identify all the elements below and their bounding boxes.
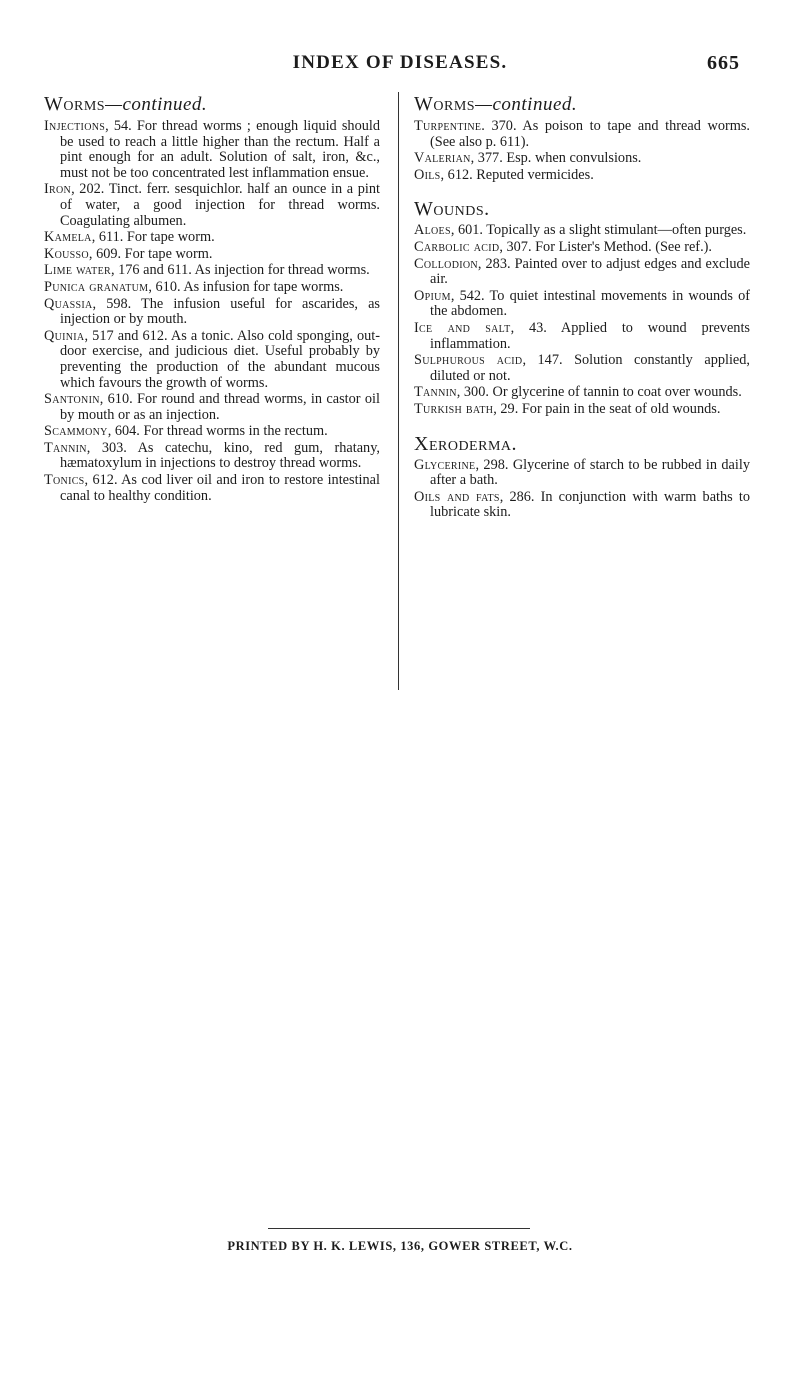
page-header xyxy=(0,52,800,82)
entry-term: Tonics xyxy=(44,472,85,489)
entry-term: Scammony xyxy=(44,423,108,440)
index-entry xyxy=(414,385,750,401)
left-column xyxy=(44,92,380,505)
index-entry xyxy=(44,424,380,440)
entry-text: . 370. As poison to tape and thread worms. (See also p. 611). xyxy=(430,118,750,150)
index-entry xyxy=(414,458,750,489)
section-name: Wounds. xyxy=(414,198,490,221)
index-entry xyxy=(414,490,750,521)
entry-term: Quinia xyxy=(44,327,85,344)
index-entry xyxy=(414,151,750,167)
index-entry xyxy=(44,473,380,504)
entry-term: Collodion xyxy=(414,255,478,272)
entry-text: , 147. Solution constantly applied, diluted or not. xyxy=(430,352,750,384)
entry-text: , 609. For tape worm. xyxy=(88,245,213,262)
entry-text: , 604. For thread worms in the rectum. xyxy=(107,423,328,440)
entry-text: , 612. Reputed vermicides. xyxy=(440,166,594,183)
entry-term: Injections xyxy=(44,118,106,134)
printer-imprint: PRINTED BY H. K. LEWIS, 136, GOWER STREET, W.C. xyxy=(227,1239,573,1253)
entry-text: , 542. To quiet intestinal movements in wounds of the abdomen. xyxy=(430,287,750,320)
page-number: 665 xyxy=(707,52,740,74)
section-name: Worms xyxy=(414,93,476,115)
entry-text: , 54. For thread worms ; enough liquid should be used to reach a little higher than the rectum. Half a pint enough for an adult. Solution of salt, iron, &c., must not be too concentrated lest inflammation ensue. xyxy=(60,118,380,181)
index-entry xyxy=(44,230,380,246)
entry-text: , 517 and 612. As a tonic. Also cold sponging, out-door exercise, and judicious diet. Useful probably by preventing the production of the abundant mucous which favours the growth of worms. xyxy=(60,327,380,391)
entry-text: , 176 and 611. As injection for thread worms. xyxy=(110,262,370,279)
index-entry xyxy=(414,289,750,320)
index-entry xyxy=(44,329,380,391)
index-entry xyxy=(414,257,750,288)
index-entry xyxy=(414,353,750,384)
entry-text: , 307. For Lister's Method. (See ref.). xyxy=(499,238,712,255)
index-entry xyxy=(414,168,750,184)
entry-text: , 612. As cod liver oil and iron to restore intestinal canal to healthy condition. xyxy=(60,472,380,504)
entry-term: Punica granatum xyxy=(44,278,149,295)
entry-term: Opium xyxy=(414,287,451,304)
index-entry xyxy=(44,119,380,181)
entry-term: Carbolic acid xyxy=(414,238,500,255)
section-name: Xeroderma. xyxy=(414,432,518,455)
entry-text: , 202. Tinct. ferr. sesquichlor. half an ounce in a pint of water, a good injection for thread worms. Coagulating albumen. xyxy=(60,181,380,229)
index-entry xyxy=(44,441,380,472)
entry-text: , 377. Esp. when convulsions. xyxy=(470,150,642,167)
section-heading-worms: Worms—continued. xyxy=(44,93,208,115)
index-entry xyxy=(44,297,380,328)
right-column xyxy=(414,92,750,522)
index-entry xyxy=(414,321,750,352)
entry-term: Kousso xyxy=(44,245,89,262)
entry-term: Quassia xyxy=(44,295,93,312)
entry-text: , 610. As infusion for tape worms. xyxy=(148,278,344,295)
section-heading xyxy=(414,92,750,117)
entry-term: Aloes xyxy=(414,222,451,239)
entry-term: Valerian xyxy=(414,150,471,167)
entry-text: , 300. Or glycerine of tannin to coat over wounds. xyxy=(456,384,742,401)
entry-term: Santonin xyxy=(44,391,100,408)
section-continued: —continued. xyxy=(475,94,578,115)
entry-term: Ice and salt xyxy=(414,319,511,336)
entry-text: , 29. For pain in the seat of old wounds. xyxy=(493,400,721,417)
running-title: INDEX OF DISEASES. xyxy=(292,52,508,73)
entry-term: Kamela xyxy=(44,229,92,246)
index-entry xyxy=(414,223,750,239)
entry-term: Tannin xyxy=(44,439,87,456)
entry-term: Turpentine xyxy=(414,118,482,134)
column-divider xyxy=(398,92,399,690)
entry-text: , 286. In conjunction with warm baths to lubricate skin. xyxy=(430,488,750,521)
index-entry xyxy=(44,392,380,423)
entry-term: Sulphurous acid xyxy=(414,352,523,369)
entry-term: Turkish bath xyxy=(414,400,494,417)
entry-term: Glycerine xyxy=(414,456,476,473)
entry-text: , 43. Applied to wound prevents inflammation. xyxy=(430,319,750,352)
entry-text: , 303. As catechu, kino, red gum, rhatany, hæmatoxylum in injections to destroy thread worms. xyxy=(60,439,380,472)
entry-text: , 601. Topically as a slight stimulant—often purges. xyxy=(450,222,747,239)
index-entry xyxy=(44,247,380,263)
entry-text: , 611. For tape worm. xyxy=(91,229,215,246)
entry-term: Iron xyxy=(44,181,72,198)
entry-text: , 598. The infusion useful for ascarides, as injection or by mouth. xyxy=(60,295,380,328)
footer-rule xyxy=(268,1228,530,1229)
entry-text: , 283. Painted over to adjust edges and exclude air. xyxy=(430,255,750,288)
index-entry xyxy=(414,240,750,256)
entry-term: Oils and fats xyxy=(414,488,500,505)
right-column-sections xyxy=(414,92,750,521)
entry-text: , 610. For round and thread worms, in castor oil by mouth or as an injection. xyxy=(60,391,380,423)
index-entry xyxy=(414,119,750,150)
entry-list-worms xyxy=(44,119,380,504)
index-entry xyxy=(44,182,380,229)
section-heading xyxy=(414,432,750,456)
entry-term: Lime water xyxy=(44,262,111,279)
index-entry xyxy=(44,280,380,296)
entry-term: Oils xyxy=(414,166,441,183)
section-heading xyxy=(414,197,750,221)
index-entry xyxy=(414,402,750,418)
entry-text: , 298. Glycerine of starch to be rubbed in daily after a bath. xyxy=(430,456,750,489)
entry-term: Tannin xyxy=(414,384,457,401)
index-entry xyxy=(44,263,380,279)
